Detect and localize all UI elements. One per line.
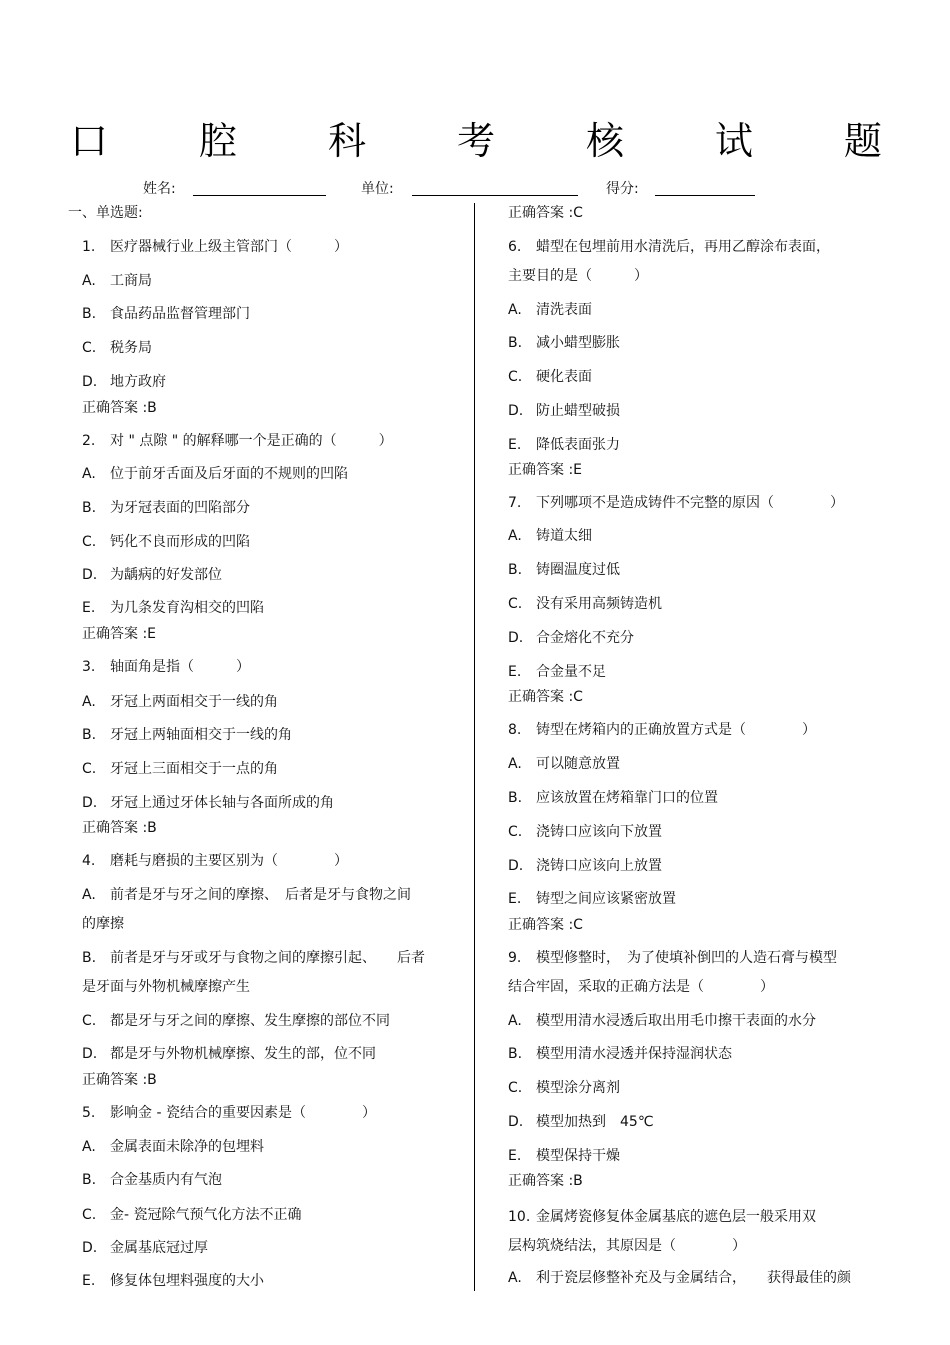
option bbox=[82, 464, 348, 484]
option-text: 铸圈温度过低 bbox=[536, 562, 620, 578]
column-divider bbox=[474, 203, 475, 1291]
option bbox=[508, 1112, 654, 1132]
question-text: 对 " 点隙 " 的解释哪一个是正确的（ ） bbox=[110, 433, 393, 449]
answer-line bbox=[82, 398, 157, 418]
question bbox=[82, 1103, 376, 1123]
option bbox=[82, 759, 278, 779]
option-letter: A. bbox=[82, 694, 96, 710]
answer-line bbox=[508, 915, 583, 935]
option-text: 可以随意放置 bbox=[536, 756, 620, 772]
option-letter: C. bbox=[82, 340, 97, 356]
question-text: 影响金 - 瓷结合的重要因素是（ ） bbox=[110, 1105, 376, 1121]
right-column bbox=[508, 0, 888, 1345]
option-letter: D. bbox=[82, 1240, 98, 1256]
option-letter: B. bbox=[508, 790, 523, 806]
option-text: 前者是牙与牙或牙与食物之间的摩擦引起、 后者 bbox=[110, 950, 425, 966]
option-letter: B. bbox=[508, 335, 523, 351]
name-label: 姓名: bbox=[143, 181, 176, 197]
option-letter: E. bbox=[82, 1273, 96, 1289]
option bbox=[82, 372, 166, 392]
option-letter: A. bbox=[508, 1013, 522, 1029]
option-letter: A. bbox=[82, 1139, 96, 1155]
question-number: 7. bbox=[508, 495, 522, 511]
question bbox=[82, 851, 348, 871]
answer-line bbox=[508, 1171, 583, 1191]
title-char: 核 bbox=[585, 118, 624, 163]
option bbox=[508, 1078, 620, 1098]
option bbox=[82, 271, 152, 291]
option-letter: D. bbox=[508, 403, 524, 419]
option-text: 清洗表面 bbox=[536, 302, 592, 318]
option-text: 浇铸口应该向下放置 bbox=[536, 824, 662, 840]
option-letter: A. bbox=[508, 756, 522, 772]
option bbox=[82, 1044, 376, 1064]
option-text: 牙冠上通过牙体长轴与各面所成的角 bbox=[110, 795, 334, 811]
option-text: 税务局 bbox=[110, 340, 152, 356]
option-text: 合金熔化不充分 bbox=[536, 630, 634, 646]
question-number: 10. bbox=[508, 1209, 531, 1225]
question-number: 1. bbox=[82, 239, 96, 255]
option-letter: C. bbox=[82, 1207, 97, 1223]
option-letter: B. bbox=[508, 1046, 523, 1062]
question bbox=[508, 720, 816, 740]
option-text: 模型保持干燥 bbox=[536, 1148, 620, 1164]
answer-line bbox=[508, 460, 582, 480]
option bbox=[508, 628, 634, 648]
option-letter: B. bbox=[82, 1172, 97, 1188]
option-text: 钙化不良而形成的凹陷 bbox=[110, 534, 250, 550]
answer-line bbox=[82, 1070, 157, 1090]
option bbox=[82, 1011, 390, 1031]
answer-text: 正确答案 :C bbox=[508, 917, 583, 933]
option-letter: D. bbox=[508, 630, 524, 646]
option-letter: D. bbox=[508, 1114, 524, 1130]
question-text: 下列哪项不是造成铸件不完整的原因（ ） bbox=[536, 495, 844, 511]
option-text: 铸型之间应该紧密放置 bbox=[536, 891, 676, 907]
question-text: 铸型在烤箱内的正确放置方式是（ ） bbox=[536, 722, 816, 738]
option bbox=[82, 1238, 208, 1258]
option bbox=[508, 662, 606, 682]
section-title: 一、单选题: bbox=[68, 205, 143, 221]
option-letter: C. bbox=[82, 534, 97, 550]
option-text: 硬化表面 bbox=[536, 369, 592, 385]
question-text: 磨耗与磨损的主要区别为（ ） bbox=[110, 853, 348, 869]
option bbox=[508, 594, 662, 614]
option-text: 模型用清水浸透后取出用毛巾擦干表面的水分 bbox=[536, 1013, 816, 1029]
option-letter: A. bbox=[82, 887, 96, 903]
question-number: 9. bbox=[508, 950, 522, 966]
question bbox=[508, 948, 837, 997]
option-letter: B. bbox=[82, 727, 97, 743]
option-text: 铸道太细 bbox=[536, 528, 592, 544]
option-letter: D. bbox=[82, 1046, 98, 1062]
option-letter: C. bbox=[508, 824, 523, 840]
option-text: 工商局 bbox=[110, 273, 152, 289]
option-letter: E. bbox=[508, 1148, 522, 1164]
question-number: 6. bbox=[508, 239, 522, 255]
option bbox=[82, 725, 292, 745]
question-text: 模型修整时， 为了使填补倒凹的人造石膏与模型 bbox=[536, 950, 837, 966]
option bbox=[82, 1170, 222, 1190]
continuation-text: 主要目的是（ ） bbox=[508, 268, 648, 284]
question bbox=[82, 237, 348, 257]
question-text: 轴面角是指（ ） bbox=[110, 659, 250, 675]
option-letter: E. bbox=[508, 437, 522, 453]
option-text: 防止蜡型破损 bbox=[536, 403, 620, 419]
option-letter: E. bbox=[508, 891, 522, 907]
option-text: 食品药品监督管理部门 bbox=[110, 306, 250, 322]
option bbox=[82, 532, 250, 552]
option bbox=[82, 793, 334, 813]
option-text: 浇铸口应该向上放置 bbox=[536, 858, 662, 874]
option-letter: C. bbox=[82, 761, 97, 777]
option-text: 利于瓷层修整补充及与金属结合， 获得最佳的颜 bbox=[536, 1270, 851, 1286]
continuation-text: 结合牢固，采取的正确方法是（ ） bbox=[508, 979, 774, 995]
option-text: 合金量不足 bbox=[536, 664, 606, 680]
option bbox=[82, 338, 152, 358]
option-text: 金属表面未除净的包埋料 bbox=[110, 1139, 264, 1155]
option bbox=[82, 565, 222, 585]
option bbox=[508, 367, 592, 387]
option-text: 前者是牙与牙之间的摩擦、 后者是牙与食物之间 bbox=[110, 887, 411, 903]
option-letter: A. bbox=[82, 273, 96, 289]
option-text: 金- 瓷冠除气预气化方法不正确 bbox=[110, 1207, 302, 1223]
answer-text: 正确答案 :E bbox=[508, 462, 583, 478]
question-text: 医疗器械行业上级主管部门（ ） bbox=[110, 239, 348, 255]
option-text: 模型加热到 45℃ bbox=[536, 1114, 654, 1130]
answer-line bbox=[82, 818, 157, 838]
option bbox=[508, 401, 620, 421]
question bbox=[508, 237, 830, 286]
question-number: 4. bbox=[82, 853, 96, 869]
option-letter: E. bbox=[508, 664, 522, 680]
answer-text: 正确答案 :B bbox=[508, 1173, 583, 1189]
option bbox=[82, 1205, 302, 1225]
option bbox=[508, 754, 620, 774]
option-text: 都是牙与牙之间的摩擦、发生摩擦的部位不同 bbox=[110, 1013, 390, 1029]
continuation-text: 是牙面与外物机械摩擦产生 bbox=[82, 979, 250, 995]
option-text: 模型用清水浸透并保持湿润状态 bbox=[536, 1046, 732, 1062]
option bbox=[508, 300, 592, 320]
continuation-text: 层构筑烧结法，其原因是（ ） bbox=[508, 1238, 746, 1254]
option bbox=[508, 526, 592, 546]
option-letter: D. bbox=[82, 567, 98, 583]
title-char: 口 bbox=[70, 118, 109, 163]
option-letter: A. bbox=[508, 528, 522, 544]
option-letter: C. bbox=[82, 1013, 97, 1029]
option-letter: B. bbox=[82, 500, 97, 516]
option-text: 为几条发育沟相交的凹陷 bbox=[110, 600, 264, 616]
title-char: 腔 bbox=[198, 118, 237, 163]
option bbox=[508, 333, 620, 353]
option bbox=[508, 788, 718, 808]
question bbox=[508, 493, 844, 513]
option-text: 都是牙与外物机械摩擦、发生的部，位不同 bbox=[110, 1046, 376, 1062]
option bbox=[508, 1044, 732, 1064]
option-text: 降低表面张力 bbox=[536, 437, 620, 453]
option-letter: D. bbox=[82, 374, 98, 390]
option-text: 修复体包埋料强度的大小 bbox=[110, 1273, 264, 1289]
option bbox=[82, 692, 278, 712]
answer-text: 正确答案 :B bbox=[82, 400, 157, 416]
option-letter: A. bbox=[508, 302, 522, 318]
option-text: 为牙冠表面的凹陷部分 bbox=[110, 500, 250, 516]
question bbox=[508, 1207, 816, 1256]
option bbox=[508, 856, 662, 876]
option-text: 为龋病的好发部位 bbox=[110, 567, 222, 583]
option bbox=[82, 1271, 264, 1291]
option-text: 牙冠上两面相交于一线的角 bbox=[110, 694, 278, 710]
option-letter: A. bbox=[82, 466, 96, 482]
question-number: 8. bbox=[508, 722, 522, 738]
option bbox=[508, 822, 662, 842]
answer-text: 正确答案 :C bbox=[508, 689, 583, 705]
option-letter: D. bbox=[508, 858, 524, 874]
answer-text: 正确答案 :E bbox=[82, 626, 157, 642]
option-text: 地方政府 bbox=[110, 374, 166, 390]
question-text: 金属烤瓷修复体金属基底的遮色层一般采用双 bbox=[536, 1209, 816, 1225]
option bbox=[82, 948, 425, 997]
option-letter: C. bbox=[508, 369, 523, 385]
left-column bbox=[82, 0, 462, 1345]
option bbox=[508, 889, 676, 909]
answer-line bbox=[82, 624, 156, 644]
option bbox=[508, 1268, 851, 1288]
option bbox=[82, 598, 264, 618]
question-number: 3. bbox=[82, 659, 96, 675]
answer-line bbox=[508, 203, 583, 223]
option bbox=[508, 1011, 816, 1031]
option-text: 减小蜡型膨胀 bbox=[536, 335, 620, 351]
option bbox=[508, 560, 620, 580]
option-letter: A. bbox=[508, 1270, 522, 1286]
option-text: 金属基底冠过厚 bbox=[110, 1240, 208, 1256]
question-number: 5. bbox=[82, 1105, 96, 1121]
option-letter: B. bbox=[82, 950, 97, 966]
option-letter: D. bbox=[82, 795, 98, 811]
continuation-text: 的摩擦 bbox=[82, 916, 124, 932]
question bbox=[82, 431, 393, 451]
score-label: 得分: bbox=[606, 181, 639, 197]
option-text: 合金基质内有气泡 bbox=[110, 1172, 222, 1188]
title-char: 题 bbox=[843, 118, 882, 163]
answer-text: 正确答案 :B bbox=[82, 820, 157, 836]
option-letter: B. bbox=[508, 562, 523, 578]
option bbox=[82, 498, 250, 518]
answer-line bbox=[508, 687, 583, 707]
option-letter: C. bbox=[508, 1080, 523, 1096]
option bbox=[82, 304, 250, 324]
option-text: 牙冠上三面相交于一点的角 bbox=[110, 761, 278, 777]
option-letter: E. bbox=[82, 600, 96, 616]
title-char: 试 bbox=[714, 118, 753, 163]
answer-text: 正确答案 :B bbox=[82, 1072, 157, 1088]
option-text: 模型涂分离剂 bbox=[536, 1080, 620, 1096]
option bbox=[508, 435, 620, 455]
option bbox=[82, 1137, 264, 1157]
title-char: 考 bbox=[456, 118, 495, 163]
question bbox=[82, 657, 250, 677]
title-char: 科 bbox=[327, 118, 366, 163]
answer-text: 正确答案 :C bbox=[508, 205, 583, 221]
question-text: 蜡型在包埋前用水清洗后，再用乙醇涂布表面， bbox=[536, 239, 830, 255]
option-letter: B. bbox=[82, 306, 97, 322]
option bbox=[82, 885, 411, 934]
option-text: 位于前牙舌面及后牙面的不规则的凹陷 bbox=[110, 466, 348, 482]
option-letter: C. bbox=[508, 596, 523, 612]
unit-label: 单位: bbox=[361, 181, 394, 197]
option-text: 牙冠上两轴面相交于一线的角 bbox=[110, 727, 292, 743]
option-text: 没有采用高频铸造机 bbox=[536, 596, 662, 612]
question-number: 2. bbox=[82, 433, 96, 449]
option bbox=[508, 1146, 620, 1166]
option-text: 应该放置在烤箱靠门口的位置 bbox=[536, 790, 718, 806]
